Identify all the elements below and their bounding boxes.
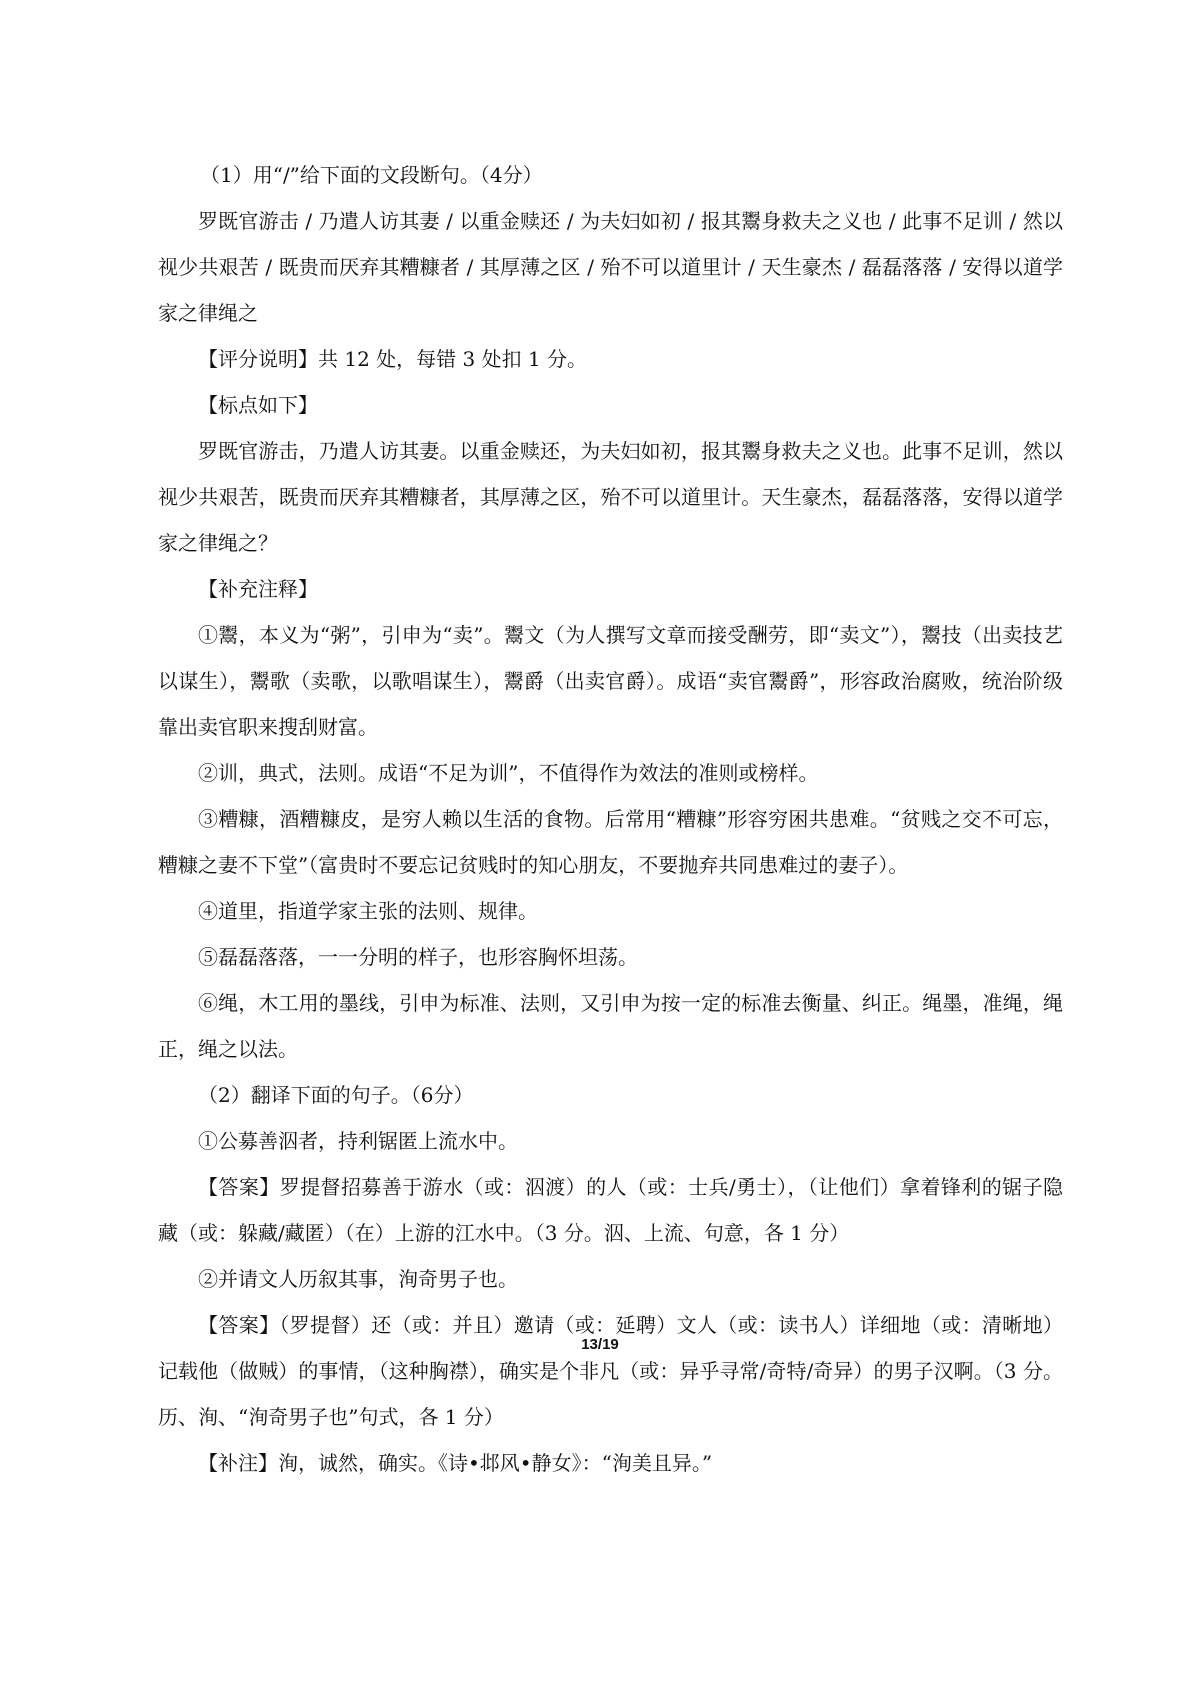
question-1-heading: （1）用“/”给下面的文段断句。（4分）	[200, 163, 543, 187]
note-2: ②训，典式，法则。成语“不足为训”，不值得作为效法的准则或榜样。	[198, 761, 819, 785]
note-1: ①鬻，本义为“粥”，引申为“卖”。鬻文（为人撰写文章而接受酬劳，即“卖文”），鬻技（出卖技艺以谋生），鬻歌（卖歌，以歌唱谋生），鬻爵（出卖官爵）。成语“卖官鬻爵”，形容政治腐败，统治阶级靠出卖官职来搜刮财富。	[158, 623, 1063, 739]
supplementary-notes-heading: 【补充注释】	[198, 577, 318, 601]
punctuated-passage: 罗既官游击，乃遣人访其妻。以重金赎还，为夫妇如初，报其鬻身救夫之义也。此事不足训，然以视少共艰苦，既贵而厌弃其糟糠者，其厚薄之区，殆不可以道里计。天生豪杰，磊磊落落，安得以道学家之律绳之？	[158, 439, 1063, 555]
note-4: ④道里，指道学家主张的法则、规律。	[198, 899, 538, 923]
question-2-heading: （2）翻译下面的句子。（6分）	[198, 1083, 474, 1107]
supplementary-note: 【补注】洵，诚然，确实。《诗•邶风•静女》：“洵美且异。”	[198, 1451, 713, 1475]
note-3: ③糟糠，酒糟糠皮，是穷人赖以生活的食物。后常用“糟糠”形容穷困共患难。“贫贱之交不可忘，糟糠之妻不下堂”（富贵时不要忘记贫贱时的知心朋友，不要抛弃共同患难过的妻子）。	[158, 807, 1063, 877]
sentence-1: ①公募善泅者，持利锯匿上流水中。	[198, 1129, 518, 1153]
page-number: 13/19	[581, 1336, 619, 1353]
answer-2: 【答案】（罗提督）还（或：并且）邀请（或：延聘）文人（或：读书人）详细地（或：清晰地）记载他（做贼）的事情，（这种胸襟），确实是个非凡（或：异乎寻常/奇特/奇异）的男子汉啊。（3 分。历、洵、“洵奇男子也”句式，各 1 分）	[158, 1313, 1063, 1429]
sentence-2: ②并请文人历叙其事，洵奇男子也。	[198, 1267, 518, 1291]
note-5: ⑤磊磊落落，一一分明的样子，也形容胸怀坦荡。	[198, 945, 638, 969]
document-body	[158, 152, 1063, 1486]
answer-1: 【答案】罗提督招募善于游水（或：泅渡）的人（或：士兵/勇士），（让他们）拿着锋利的锯子隐藏（或：躲藏/藏匿）（在）上游的江水中。（3 分。泅、上流、句意，各 1 分）	[158, 1175, 1063, 1245]
punctuation-heading: 【标点如下】	[198, 393, 318, 417]
scoring-note: 【评分说明】共 12 处，每错 3 处扣 1 分。	[198, 347, 588, 371]
segmented-passage: 罗既官游击 / 乃遣人访其妻 / 以重金赎还 / 为夫妇如初 / 报其鬻身救夫之义也 / 此事不足训 / 然以视少共艰苦 / 既贵而厌弃其糟糠者 / 其厚薄之区 / 殆不可以道里计 / 天生豪杰 / 磊磊落落 / 安得以道学家之律绳之	[158, 209, 1063, 325]
note-6: ⑥绳，木工用的墨线，引申为标准、法则，又引申为按一定的标准去衡量、纠正。绳墨，准绳，绳正，绳之以法。	[158, 991, 1063, 1061]
